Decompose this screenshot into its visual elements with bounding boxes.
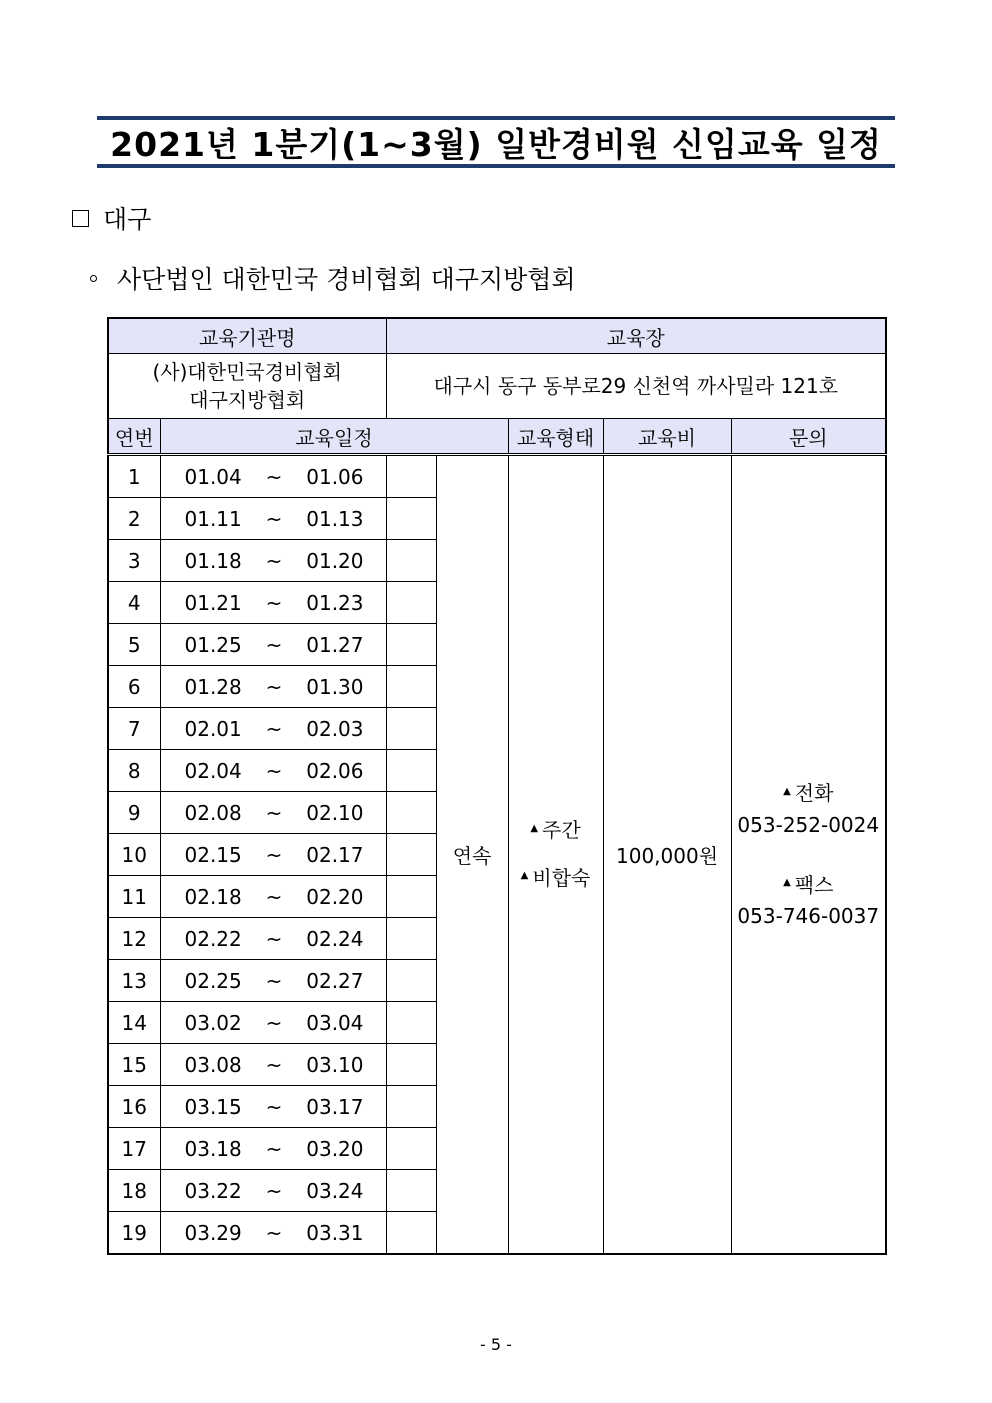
date-range (160, 498, 386, 540)
blank-cell (386, 792, 436, 834)
triangle-bullet-icon: ▲ (520, 870, 529, 881)
blank-cell (386, 918, 436, 960)
row-number: 8 (108, 750, 160, 792)
tilde-separator: ~ (265, 548, 283, 573)
tilde-separator: ~ (265, 1094, 283, 1119)
start-date: 03.08 (184, 1052, 242, 1077)
venue-cell: 대구시 동구 동부로29 신천역 까사밀라 121호 (386, 354, 886, 419)
date-range (160, 1128, 386, 1170)
tilde-separator: ~ (265, 590, 283, 615)
tilde-separator: ~ (265, 716, 283, 741)
start-date: 01.18 (184, 548, 242, 573)
start-date: 02.18 (184, 884, 242, 909)
tilde-separator: ~ (265, 1220, 283, 1245)
end-date: 01.23 (306, 590, 364, 615)
end-date: 01.13 (306, 506, 364, 531)
schedule-mode: 연속 (436, 455, 508, 1255)
blank-cell (386, 624, 436, 666)
row-number: 17 (108, 1128, 160, 1170)
subsection-heading (90, 260, 576, 296)
row-number: 9 (108, 792, 160, 834)
start-date: 02.04 (184, 758, 242, 783)
date-range (160, 1086, 386, 1128)
end-date: 02.10 (306, 800, 364, 825)
org-name-cell (108, 354, 386, 419)
tilde-separator: ~ (265, 506, 283, 531)
fax-label-line (732, 870, 886, 902)
blank-cell (386, 960, 436, 1002)
date-range (160, 582, 386, 624)
end-date: 03.24 (306, 1178, 364, 1203)
start-date: 02.08 (184, 800, 242, 825)
date-range (160, 540, 386, 582)
end-date: 01.20 (306, 548, 364, 573)
header-venue: 교육장 (386, 318, 886, 354)
row-number: 15 (108, 1044, 160, 1086)
blank-cell (386, 1212, 436, 1255)
education-type (508, 455, 603, 1255)
start-date: 01.25 (184, 632, 242, 657)
start-date: 03.15 (184, 1094, 242, 1119)
tilde-separator: ~ (265, 1010, 283, 1035)
document-title: 2021년 1분기(1~3월) 일반경비원 신임교육 일정 (110, 124, 882, 164)
row-number: 6 (108, 666, 160, 708)
blank-cell (386, 1086, 436, 1128)
date-range (160, 1002, 386, 1044)
row-number: 3 (108, 540, 160, 582)
start-date: 01.21 (184, 590, 242, 615)
row-number: 10 (108, 834, 160, 876)
tilde-separator: ~ (265, 926, 283, 951)
tilde-separator: ~ (265, 674, 283, 699)
date-range (160, 1170, 386, 1212)
page-number: - 5 - (480, 1335, 512, 1354)
end-date: 03.10 (306, 1052, 364, 1077)
end-date: 03.31 (306, 1220, 364, 1245)
tilde-separator: ~ (265, 758, 283, 783)
row-number: 1 (108, 455, 160, 498)
phone-label-line (732, 778, 886, 810)
end-date: 03.17 (306, 1094, 364, 1119)
type-nonresidential (509, 862, 603, 896)
tilde-separator: ~ (265, 1178, 283, 1203)
start-date: 01.28 (184, 674, 242, 699)
phone-number: 053-252-0024 (737, 812, 880, 837)
table-row (108, 455, 886, 498)
tilde-separator: ~ (265, 1136, 283, 1161)
tilde-separator: ~ (265, 632, 283, 657)
blank-cell (386, 1170, 436, 1212)
blank-cell (386, 1128, 436, 1170)
tilde-separator: ~ (265, 800, 283, 825)
org-name-line1: (사)대한민국경비협회 (152, 360, 342, 384)
start-date: 01.11 (184, 506, 242, 531)
circle-bullet-icon (90, 275, 97, 282)
header-type: 교육형태 (508, 419, 603, 455)
fax-label: 팩스 (794, 872, 834, 897)
row-number: 11 (108, 876, 160, 918)
header-org: 교육기관명 (108, 318, 386, 354)
education-fee: 100,000원 (603, 455, 731, 1255)
type-daytime-label: 주간 (542, 818, 581, 842)
schedule-table (107, 317, 887, 1255)
start-date: 03.22 (184, 1178, 242, 1203)
start-date: 03.18 (184, 1136, 242, 1161)
type-daytime (509, 814, 603, 848)
start-date: 02.25 (184, 968, 242, 993)
date-range (160, 918, 386, 960)
header-fee: 교육비 (603, 419, 731, 455)
row-number: 14 (108, 1002, 160, 1044)
header-no: 연번 (108, 419, 160, 455)
row-number: 4 (108, 582, 160, 624)
blank-cell (386, 1002, 436, 1044)
tilde-separator: ~ (265, 842, 283, 867)
fax-number: 053-746-0037 (737, 904, 880, 928)
blank-cell (386, 876, 436, 918)
row-number: 5 (108, 624, 160, 666)
start-date: 01.04 (184, 464, 242, 489)
blank-cell (386, 1044, 436, 1086)
checkbox-icon (72, 210, 89, 227)
date-range (160, 834, 386, 876)
end-date: 03.20 (306, 1136, 364, 1161)
row-number: 13 (108, 960, 160, 1002)
date-range (160, 666, 386, 708)
date-range (160, 1044, 386, 1086)
row-number: 12 (108, 918, 160, 960)
subsection-label: 사단법인 대한민국 경비협회 대구지방협회 (117, 265, 576, 294)
header-contact: 문의 (731, 419, 886, 455)
blank-cell (386, 582, 436, 624)
date-range (160, 792, 386, 834)
start-date: 03.02 (184, 1010, 242, 1035)
blank-cell (386, 455, 436, 498)
row-number: 18 (108, 1170, 160, 1212)
document-title-box (97, 116, 895, 168)
section-heading (72, 200, 151, 236)
tilde-separator: ~ (265, 1052, 283, 1077)
type-nonresidential-label: 비합숙 (532, 865, 591, 890)
date-range (160, 624, 386, 666)
triangle-bullet-icon: ▲ (530, 822, 539, 834)
header-schedule: 교육일정 (160, 419, 508, 455)
tilde-separator: ~ (265, 884, 283, 909)
tilde-separator: ~ (265, 464, 283, 489)
end-date: 02.06 (306, 758, 364, 783)
date-range (160, 708, 386, 750)
start-date: 03.29 (184, 1220, 242, 1245)
start-date: 02.15 (184, 842, 242, 867)
end-date: 01.30 (306, 674, 364, 699)
row-number: 16 (108, 1086, 160, 1128)
triangle-bullet-icon: ▲ (783, 877, 791, 888)
date-range (160, 960, 386, 1002)
blank-cell (386, 750, 436, 792)
blank-cell (386, 708, 436, 750)
row-number: 7 (108, 708, 160, 750)
date-range (160, 455, 386, 498)
date-range (160, 750, 386, 792)
end-date: 03.04 (306, 1010, 364, 1035)
date-range (160, 876, 386, 918)
end-date: 01.06 (306, 464, 364, 489)
tilde-separator: ~ (265, 968, 283, 993)
end-date: 02.20 (306, 884, 364, 909)
row-number: 19 (108, 1212, 160, 1255)
triangle-bullet-icon: ▲ (783, 785, 791, 797)
start-date: 02.01 (184, 716, 242, 741)
blank-cell (386, 498, 436, 540)
end-date: 02.17 (306, 842, 364, 867)
date-range (160, 1212, 386, 1255)
end-date: 01.27 (306, 632, 364, 657)
contact-info (731, 455, 886, 1255)
blank-cell (386, 666, 436, 708)
end-date: 02.03 (306, 716, 364, 741)
section-label: 대구 (103, 205, 152, 234)
row-number: 2 (108, 498, 160, 540)
org-name-line2: 대구지방협회 (189, 388, 306, 412)
blank-cell (386, 834, 436, 876)
end-date: 02.27 (306, 968, 364, 993)
end-date: 02.24 (306, 926, 364, 951)
start-date: 02.22 (184, 926, 242, 951)
phone-label: 전화 (794, 781, 834, 805)
blank-cell (386, 540, 436, 582)
